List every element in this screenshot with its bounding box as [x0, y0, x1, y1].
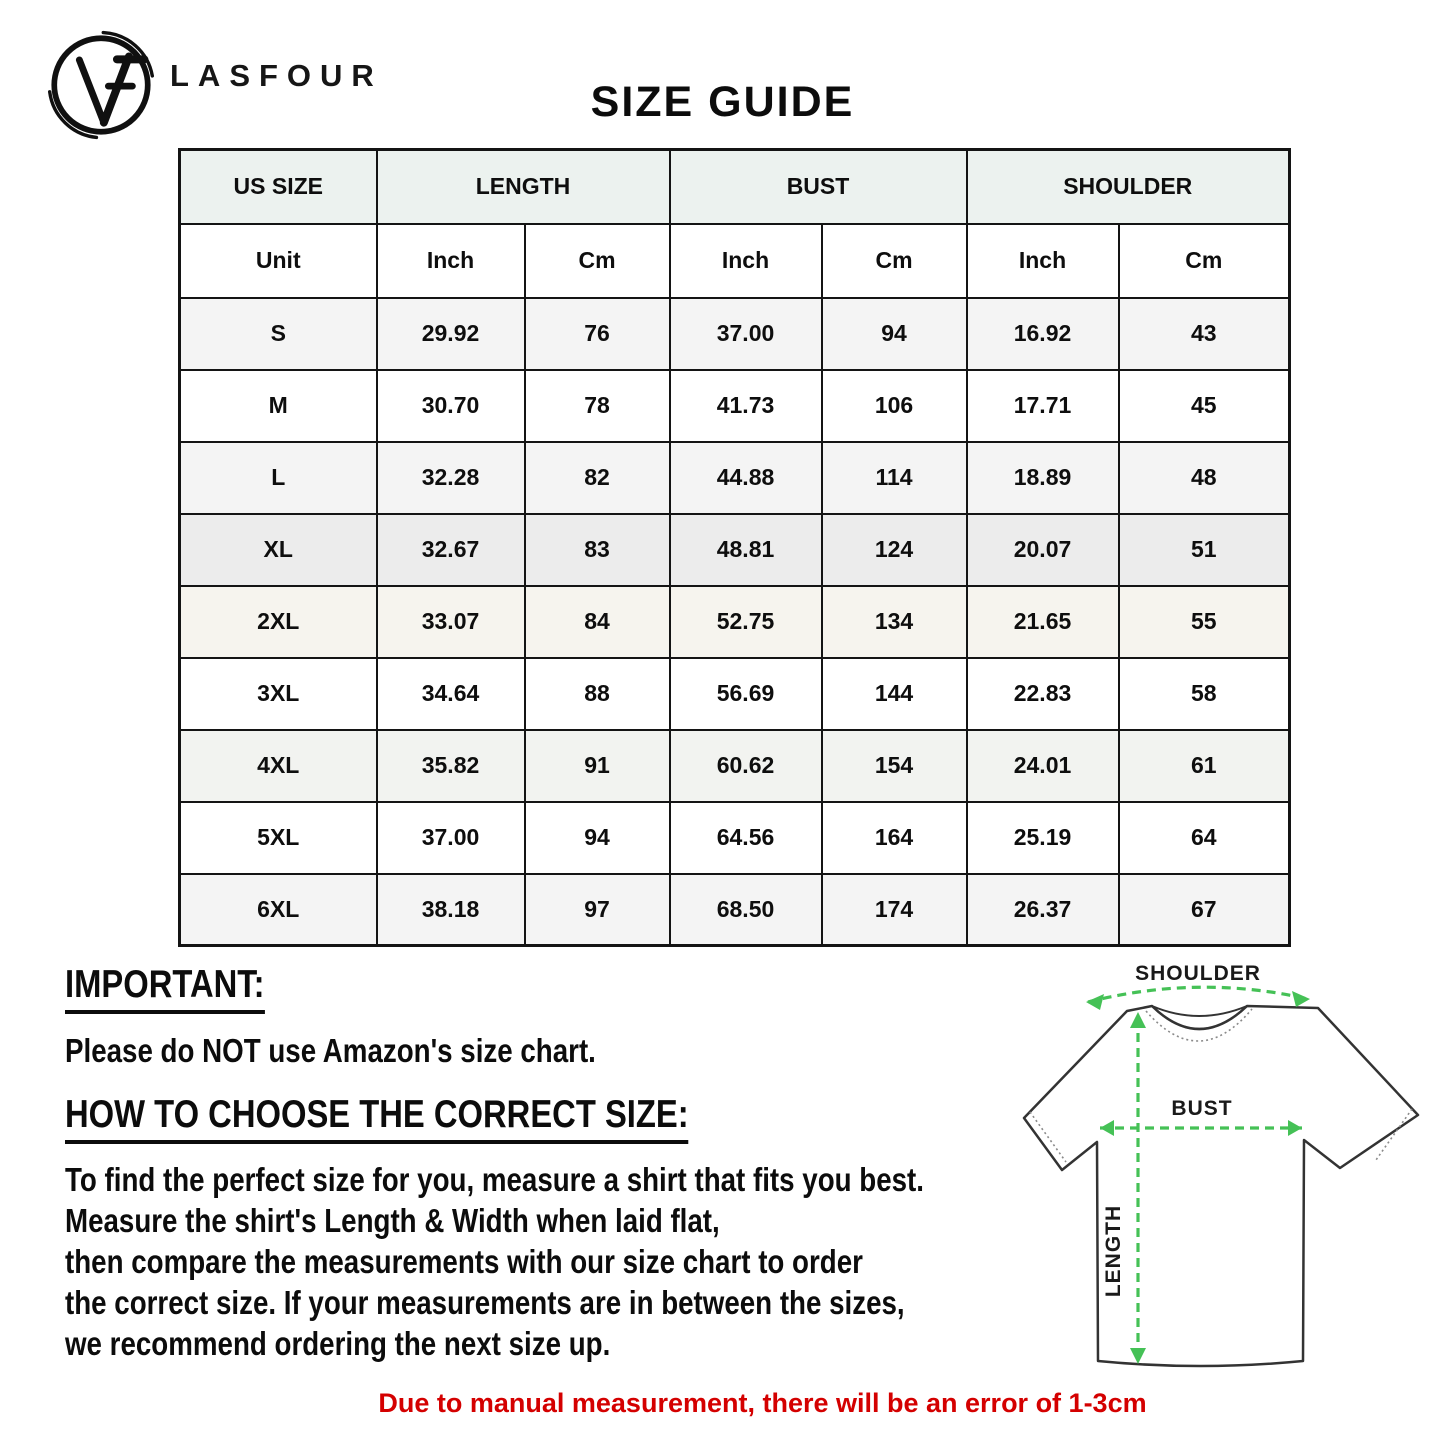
column-header-length: LENGTH — [377, 150, 670, 224]
size-cell: 5XL — [180, 802, 377, 874]
size-cell: L — [180, 442, 377, 514]
shoulder-cm-cell: 64 — [1119, 802, 1290, 874]
size-cell: S — [180, 298, 377, 370]
shoulder-label: SHOULDER — [1135, 962, 1261, 985]
bust-label: BUST — [1171, 1097, 1233, 1120]
shoulder-cm-cell: 45 — [1119, 370, 1290, 442]
shoulder-inch-cell: 20.07 — [967, 514, 1119, 586]
shoulder-cm-cell: 67 — [1119, 874, 1290, 946]
bust-cm-cell: 106 — [822, 370, 967, 442]
table-row — [180, 658, 1290, 730]
unit-shoulder-inch: Inch — [967, 224, 1119, 298]
bust-cm-cell: 94 — [822, 298, 967, 370]
tshirt-measurement-diagram — [1000, 948, 1445, 1380]
important-section — [65, 964, 697, 1071]
shoulder-cm-cell: 61 — [1119, 730, 1290, 802]
size-cell: 2XL — [180, 586, 377, 658]
column-header-us-size: US SIZE — [180, 150, 377, 224]
size-cell: 6XL — [180, 874, 377, 946]
bust-inch-cell: 41.73 — [670, 370, 822, 442]
size-table — [178, 148, 1291, 947]
length-cm-cell: 78 — [525, 370, 670, 442]
size-cell: 3XL — [180, 658, 377, 730]
bust-cm-cell: 154 — [822, 730, 967, 802]
shoulder-cm-cell: 55 — [1119, 586, 1290, 658]
shoulder-inch-cell: 17.71 — [967, 370, 1119, 442]
length-inch-cell: 37.00 — [377, 802, 525, 874]
important-text: Please do NOT use Amazon's size chart. — [65, 1031, 596, 1069]
measurement-error-footnote — [0, 1388, 1445, 1419]
table-row — [180, 298, 1290, 370]
bust-inch-cell: 37.00 — [670, 298, 822, 370]
table-unit-row — [180, 224, 1290, 298]
column-header-bust: BUST — [670, 150, 967, 224]
table-row — [180, 370, 1290, 442]
table-row — [180, 586, 1290, 658]
page-title: SIZE GUIDE — [590, 78, 855, 126]
bust-inch-cell: 64.56 — [670, 802, 822, 874]
bust-inch-cell: 56.69 — [670, 658, 822, 730]
how-to-body — [65, 1159, 1088, 1364]
bust-inch-cell: 68.50 — [670, 874, 822, 946]
bust-inch-cell: 52.75 — [670, 586, 822, 658]
column-header-shoulder: SHOULDER — [967, 150, 1290, 224]
length-inch-cell: 38.18 — [377, 874, 525, 946]
how-to-heading: HOW TO CHOOSE THE CORRECT SIZE: — [65, 1094, 689, 1144]
unit-shoulder-cm: Cm — [1119, 224, 1290, 298]
unit-bust-inch: Inch — [670, 224, 822, 298]
shoulder-inch-cell: 16.92 — [967, 298, 1119, 370]
shoulder-cm-cell: 51 — [1119, 514, 1290, 586]
shoulder-inch-cell: 25.19 — [967, 802, 1119, 874]
unit-length-cm: Cm — [525, 224, 670, 298]
length-inch-cell: 32.67 — [377, 514, 525, 586]
shoulder-arrow-icon — [1088, 987, 1308, 1002]
brand-name: LASFOUR — [170, 58, 383, 93]
important-heading: IMPORTANT: — [65, 964, 265, 1014]
tshirt-outline — [1024, 1006, 1418, 1366]
length-inch-cell: 33.07 — [377, 586, 525, 658]
length-inch-cell: 35.82 — [377, 730, 525, 802]
length-label: LENGTH — [1102, 1204, 1125, 1298]
table-row — [180, 730, 1290, 802]
length-cm-cell: 76 — [525, 298, 670, 370]
bust-cm-cell: 164 — [822, 802, 967, 874]
bust-cm-cell: 124 — [822, 514, 967, 586]
length-inch-cell: 32.28 — [377, 442, 525, 514]
bust-inch-cell: 48.81 — [670, 514, 822, 586]
shoulder-inch-cell: 18.89 — [967, 442, 1119, 514]
shoulder-inch-cell: 24.01 — [967, 730, 1119, 802]
length-inch-cell: 34.64 — [377, 658, 525, 730]
shoulder-inch-cell: 21.65 — [967, 586, 1119, 658]
tshirt-icon — [1000, 948, 1445, 1380]
shoulder-cm-cell: 48 — [1119, 442, 1290, 514]
unit-bust-cm: Cm — [822, 224, 967, 298]
how-to-line: the correct size. If your measurements are in between the sizes, — [65, 1283, 905, 1321]
shoulder-inch-cell: 22.83 — [967, 658, 1119, 730]
length-cm-cell: 97 — [525, 874, 670, 946]
shoulder-cm-cell: 43 — [1119, 298, 1290, 370]
length-cm-cell: 84 — [525, 586, 670, 658]
shoulder-inch-cell: 26.37 — [967, 874, 1119, 946]
length-cm-cell: 91 — [525, 730, 670, 802]
length-inch-cell: 29.92 — [377, 298, 525, 370]
shoulder-cm-cell: 58 — [1119, 658, 1290, 730]
unit-header: Unit — [180, 224, 377, 298]
table-group-header-row — [180, 150, 1290, 224]
footnote-text: Due to manual measurement, there will be an error of 1-3cm — [378, 1388, 1147, 1418]
length-cm-cell: 88 — [525, 658, 670, 730]
unit-length-inch: Inch — [377, 224, 525, 298]
length-cm-cell: 94 — [525, 802, 670, 874]
table-row — [180, 802, 1290, 874]
size-cell: 4XL — [180, 730, 377, 802]
length-inch-cell: 30.70 — [377, 370, 525, 442]
bust-inch-cell: 44.88 — [670, 442, 822, 514]
how-to-choose-section — [65, 1094, 1088, 1364]
size-cell: XL — [180, 514, 377, 586]
length-cm-cell: 82 — [525, 442, 670, 514]
how-to-line: To find the perfect size for you, measure a shirt that fits you best. — [65, 1160, 924, 1198]
bust-cm-cell: 114 — [822, 442, 967, 514]
bust-cm-cell: 144 — [822, 658, 967, 730]
bust-inch-cell: 60.62 — [670, 730, 822, 802]
size-cell: M — [180, 370, 377, 442]
table-row — [180, 442, 1290, 514]
length-cm-cell: 83 — [525, 514, 670, 586]
how-to-line: then compare the measurements with our size chart to order — [65, 1242, 863, 1280]
bust-cm-cell: 174 — [822, 874, 967, 946]
how-to-line: Measure the shirt's Length & Width when laid flat, — [65, 1201, 720, 1239]
table-row — [180, 514, 1290, 586]
how-to-line: we recommend ordering the next size up. — [65, 1324, 611, 1362]
bust-cm-cell: 134 — [822, 586, 967, 658]
table-row — [180, 874, 1290, 946]
